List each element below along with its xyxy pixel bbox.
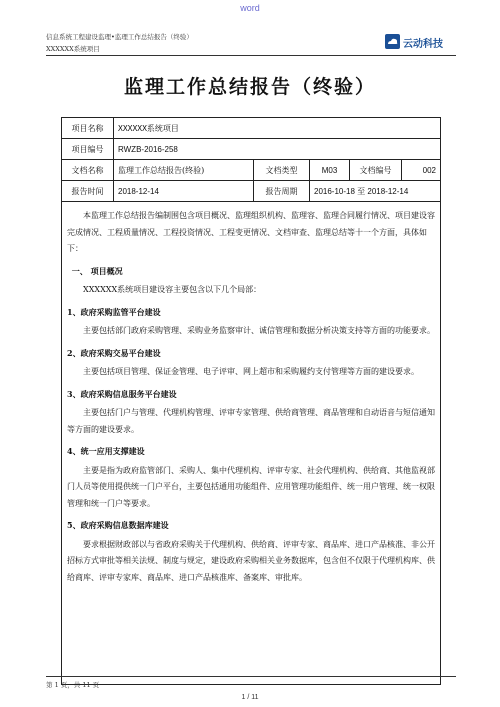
section-heading-overview: 一、 项目概况 [71, 265, 123, 276]
header-project-name: XXXXXX系统项目 [46, 45, 100, 53]
project-name-label: 项目名称 [62, 118, 114, 138]
doc-no-label: 文档编号 [350, 160, 402, 180]
top-word-link[interactable]: word [240, 3, 260, 13]
company-logo [385, 33, 465, 51]
cloud-logo-icon [385, 34, 400, 49]
doc-type-label: 文档类型 [254, 160, 310, 180]
table-row-report-time [62, 181, 440, 202]
page-title: 监理工作总结报告（终验） [123, 76, 376, 98]
project-code-label: 项目编号 [62, 139, 114, 159]
subsection-text-2: 主要包括项目管理、保证金管理、电子评审、网上超市和采购履约支付管理等方面的建设要求。 [83, 367, 419, 376]
subsection-text-1: 主要包括部门政府采购管理、采购业务监察审计、诚信管理和数据分析决策支持等方面的功能要求。 [83, 326, 435, 335]
subsection-heading-5: 5、政府采购信息数据库建设 [67, 520, 169, 530]
header-rule [46, 55, 456, 56]
subsection-heading-4: 4、统一应用支撑建设 [67, 446, 145, 456]
doc-type-value: M03 [310, 160, 350, 180]
report-period-label: 报告周期 [254, 181, 310, 201]
project-code-value: RWZB-2016-258 [118, 144, 178, 154]
doc-no-value: 002 [422, 165, 436, 175]
subsection-text-4: 主要是指为政府监管部门、采购人、集中代理机构、评审专家、社会代理机构、供给商、其他监视部门人员等使用提供统一门户平台，主要包括通用功能组件、应用管理功能组件、统一用户管理、统一权限管理和统一门户等要求。 [67, 465, 435, 508]
report-time-value: 2018-12-14 [114, 181, 254, 201]
subsection-heading-3: 3、政府采购信息服务平台建设 [67, 388, 177, 399]
footer-rule [46, 676, 456, 677]
table-row-project-name [62, 118, 440, 139]
overview-paragraph: XXXXXX系统项目建设容主要包含以下几个局部： [83, 285, 262, 294]
page-indicator: 1 / 11 [241, 694, 259, 701]
report-body [62, 202, 440, 684]
header-document-title: 信息系统工程建设监理•监理工作总结报告（终验） [46, 33, 193, 41]
subsection-heading-1: 1、政府采购监管平台建设 [67, 306, 161, 317]
doc-name-value: 监理工作总结报告(终验) [114, 160, 254, 180]
subsection-text-3: 主要包括门户与管理、代理机构管理、评审专家管理、供给商管理、商品管理和自动语音与短信通知等方面的建设要求。 [67, 408, 435, 434]
doc-name-label: 文档名称 [62, 160, 114, 180]
table-row-document [62, 160, 440, 181]
logo-text: 云动科技 [403, 39, 443, 50]
subsection-heading-2: 2、政府采购交易平台建设 [67, 347, 161, 358]
intro-paragraph: 本监理工作总结报告编制围包含项目概况、监理组织机构、监理容、监理合同履行情况、项目建设容完成情况、工程质量情况、工程投资情况、工程变更情况、文档审查、监理总结等十一个方面，具体如下： [67, 211, 435, 253]
report-period-value: 2016-10-18 至 2018-12-14 [314, 186, 409, 196]
table-row-project-code [62, 139, 440, 160]
project-name-value: XXXXXX系统项目 [118, 123, 179, 133]
report-time-label: 报告时间 [62, 181, 114, 201]
report-table [61, 117, 441, 685]
subsection-text-5: 要求根据财政部以与省政府采购关于代理机构、供给商、评审专家、商品库、进口产品核准、非公开招标方式审批等相关法规、制度与规定，建设政府采购相关业务数据库，包含但不仅限于代理机构库、供给商库、评审专家库、商品库、进口产品核准库、备案库、审批库。 [67, 539, 435, 582]
footer-page-count: 第 1 页，共 11 页 [46, 681, 100, 689]
